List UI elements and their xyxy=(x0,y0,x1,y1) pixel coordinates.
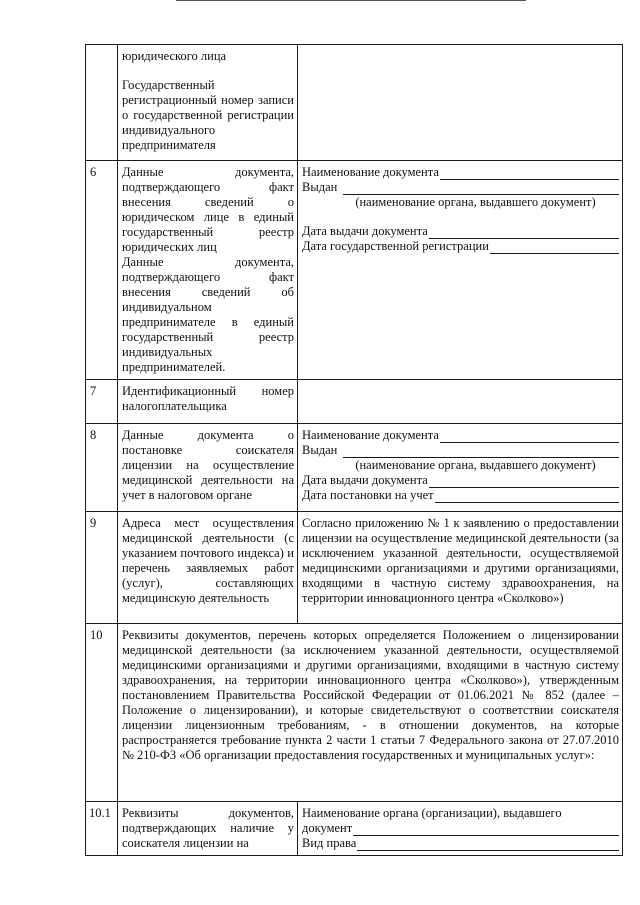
document-name-field[interactable]: Наименование документа xyxy=(302,165,619,180)
table-row xyxy=(86,380,623,424)
row-number: 10.1 xyxy=(86,802,118,856)
issued-by-field[interactable]: Выдан xyxy=(302,180,619,195)
table-row xyxy=(86,624,623,802)
row-number: 9 xyxy=(86,512,118,624)
field-label: Идентификационный номер налогоплательщика xyxy=(118,380,298,424)
field-value-empty[interactable] xyxy=(298,45,623,161)
spacer xyxy=(302,210,619,224)
label-text: Государственный регистрационный номер записи о государственной регистрации индивидуального предпринимателя xyxy=(122,78,294,152)
fill-line[interactable] xyxy=(343,446,619,458)
field-label xyxy=(118,45,298,161)
document-name-field[interactable]: Наименование документа xyxy=(302,428,619,443)
label-text: юридического лица xyxy=(122,49,227,63)
fill-line[interactable] xyxy=(429,227,619,239)
registration-date-field[interactable]: Дата государственной регистрации xyxy=(302,239,619,254)
section-text: Реквизиты документов, перечень которых определяется Положением о лицензировании медицинской деятельности (за исключением указанной деятельности, осуществляемой медицинскими организациями и другими организациями, входящими в частную систему здравоохранения, на территории инновационного центра «Сколково»), утвержденным постановлением Правительства Российской Федерации от 01.06.2021 № 852 (далее – Положение о лицензировании), и которые свидетельствуют о соответствии соискателя лицензии лицензионным требованиям, - в отношении документов, на которые распространяется требование пункта 2 части 1 статьи 7 Федерального закона от 27.07.2010 № 210-ФЗ «Об организации предоставления государственных и муниципальных услуг»: xyxy=(118,624,623,802)
fill-line[interactable] xyxy=(440,168,619,180)
fill-line[interactable] xyxy=(343,183,619,195)
table-row xyxy=(86,45,623,161)
fill-line[interactable] xyxy=(429,476,619,488)
field-value xyxy=(298,802,623,856)
spacer xyxy=(122,64,294,78)
field-label: Адреса мест осуществления медицинской деятельности (с указанием почтового индекса) и перечень заявляемых работ (услуг), составляющих медицинскую деятельность xyxy=(118,512,298,624)
row-number: 10 xyxy=(86,624,118,802)
fill-line[interactable] xyxy=(440,431,619,443)
table-row xyxy=(86,424,623,512)
field-value xyxy=(298,424,623,512)
table-row xyxy=(86,512,623,624)
table-row xyxy=(86,802,623,856)
fill-line[interactable] xyxy=(353,824,619,836)
issued-by-field[interactable]: Выдан xyxy=(302,443,619,458)
top-edge-line xyxy=(176,0,526,1)
field-value-text: Согласно приложению № 1 к заявлению о предоставлении лицензии на осуществление медицинской деятельности (за исключением указанной деятельности, осуществляемой медицинскими организациями и другими организациями, входящими в частную систему здравоохранения, на территории инновационного центра «Сколково») xyxy=(298,512,623,624)
field-label: Реквизиты документов, подтверждающих наличие у соискателя лицензии на xyxy=(118,802,298,856)
row-number: 7 xyxy=(86,380,118,424)
issuer-hint: (наименование органа, выдавшего документ) xyxy=(355,195,596,209)
document-field[interactable]: документ xyxy=(302,821,619,836)
issuer-hint: (наименование органа, выдавшего документ) xyxy=(355,458,596,472)
issue-date-field[interactable]: Дата выдачи документа xyxy=(302,473,619,488)
row-number xyxy=(86,45,118,161)
right-type-field[interactable]: Вид права xyxy=(302,836,619,851)
row-number: 6 xyxy=(86,161,118,380)
row-number: 8 xyxy=(86,424,118,512)
field-label xyxy=(118,161,298,380)
field-value-empty[interactable] xyxy=(298,380,623,424)
license-application-table xyxy=(85,44,623,856)
issue-date-field[interactable]: Дата выдачи документа xyxy=(302,224,619,239)
tax-registration-date-field[interactable]: Дата постановки на учет xyxy=(302,488,619,503)
issuer-org-label: Наименование органа (организации), выдавшего xyxy=(302,806,562,820)
label-text: Данные документа, подтверждающего факт внесения сведений о юридическом лице в единый государственный реестр юридических лиц xyxy=(122,165,294,254)
label-text: Данные документа, подтверждающего факт внесения сведений об индивидуальном предпринимателе в единый государственный реестр индивидуальных предпринимателей. xyxy=(122,255,294,374)
field-value xyxy=(298,161,623,380)
table-row xyxy=(86,161,623,380)
fill-line[interactable] xyxy=(357,839,619,851)
fill-line[interactable] xyxy=(490,242,619,254)
fill-line[interactable] xyxy=(435,491,619,503)
field-label: Данные документа о постановке соискателя лицензии на осуществление медицинской деятельности на учет в налоговом органе xyxy=(118,424,298,512)
